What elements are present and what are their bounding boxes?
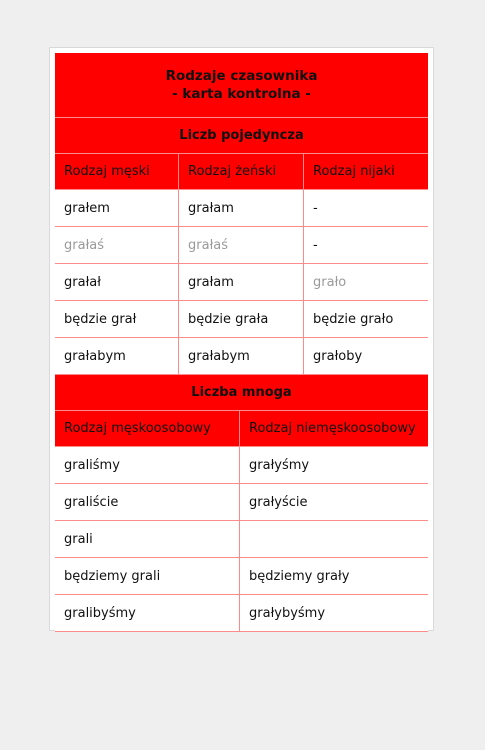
table-row xyxy=(55,301,428,338)
table-cell: grałabym xyxy=(55,338,179,374)
table-cell: grałaś xyxy=(179,227,304,263)
table-row xyxy=(55,264,428,301)
card-title xyxy=(55,53,428,118)
table-cell: graliście xyxy=(55,484,240,520)
table-cell: grałaś xyxy=(55,227,179,263)
table-row xyxy=(55,521,428,558)
table-row xyxy=(55,227,428,264)
table-cell: gralibyśmy xyxy=(55,595,240,631)
table-cell: będzie grało xyxy=(313,311,394,327)
table-cell: - xyxy=(313,237,318,253)
table-cell: grałem xyxy=(55,190,179,226)
table-cell: - xyxy=(313,200,318,216)
title-line-2: - karta kontrolna - xyxy=(172,86,311,102)
table-cell: będziemy grały xyxy=(249,568,350,584)
table-cell: będzie grała xyxy=(179,301,304,337)
table-row xyxy=(55,447,428,484)
plural-header-row xyxy=(55,411,428,447)
conjugation-card xyxy=(50,48,433,630)
column-header-neuter: Rodzaj nijaki xyxy=(313,164,395,179)
table-row xyxy=(55,338,428,375)
column-header-masculine: Rodzaj męski xyxy=(55,154,179,189)
table-cell: grałyśmy xyxy=(249,457,310,473)
singular-heading: Liczb pojedyncza xyxy=(55,118,428,154)
table-row xyxy=(55,484,428,521)
table-cell: graliśmy xyxy=(55,447,240,483)
table-cell: grałabym xyxy=(179,338,304,374)
column-header-non-masculine-personal: Rodzaj niemęskoosobowy xyxy=(249,421,416,436)
table-row xyxy=(55,595,428,632)
plural-heading: Liczba mnoga xyxy=(55,375,428,411)
table-cell: grałybyśmy xyxy=(249,605,326,621)
singular-header-row xyxy=(55,154,428,190)
table-cell: będziemy grali xyxy=(55,558,240,594)
table-cell: grałam xyxy=(179,190,304,226)
table-cell: grali xyxy=(55,521,240,557)
table-cell: grało xyxy=(313,274,347,290)
table-cell: grałoby xyxy=(313,348,363,364)
table-cell: grałam xyxy=(179,264,304,300)
column-header-masculine-personal: Rodzaj męskoosobowy xyxy=(55,411,240,446)
table-cell: grałyście xyxy=(249,494,308,510)
table-cell: będzie grał xyxy=(55,301,179,337)
title-line-1: Rodzaje czasownika xyxy=(165,68,318,84)
column-header-feminine: Rodzaj żeński xyxy=(179,154,304,189)
table-cell: grałał xyxy=(55,264,179,300)
table-row xyxy=(55,558,428,595)
table-row xyxy=(55,190,428,227)
table-cell xyxy=(240,521,428,557)
